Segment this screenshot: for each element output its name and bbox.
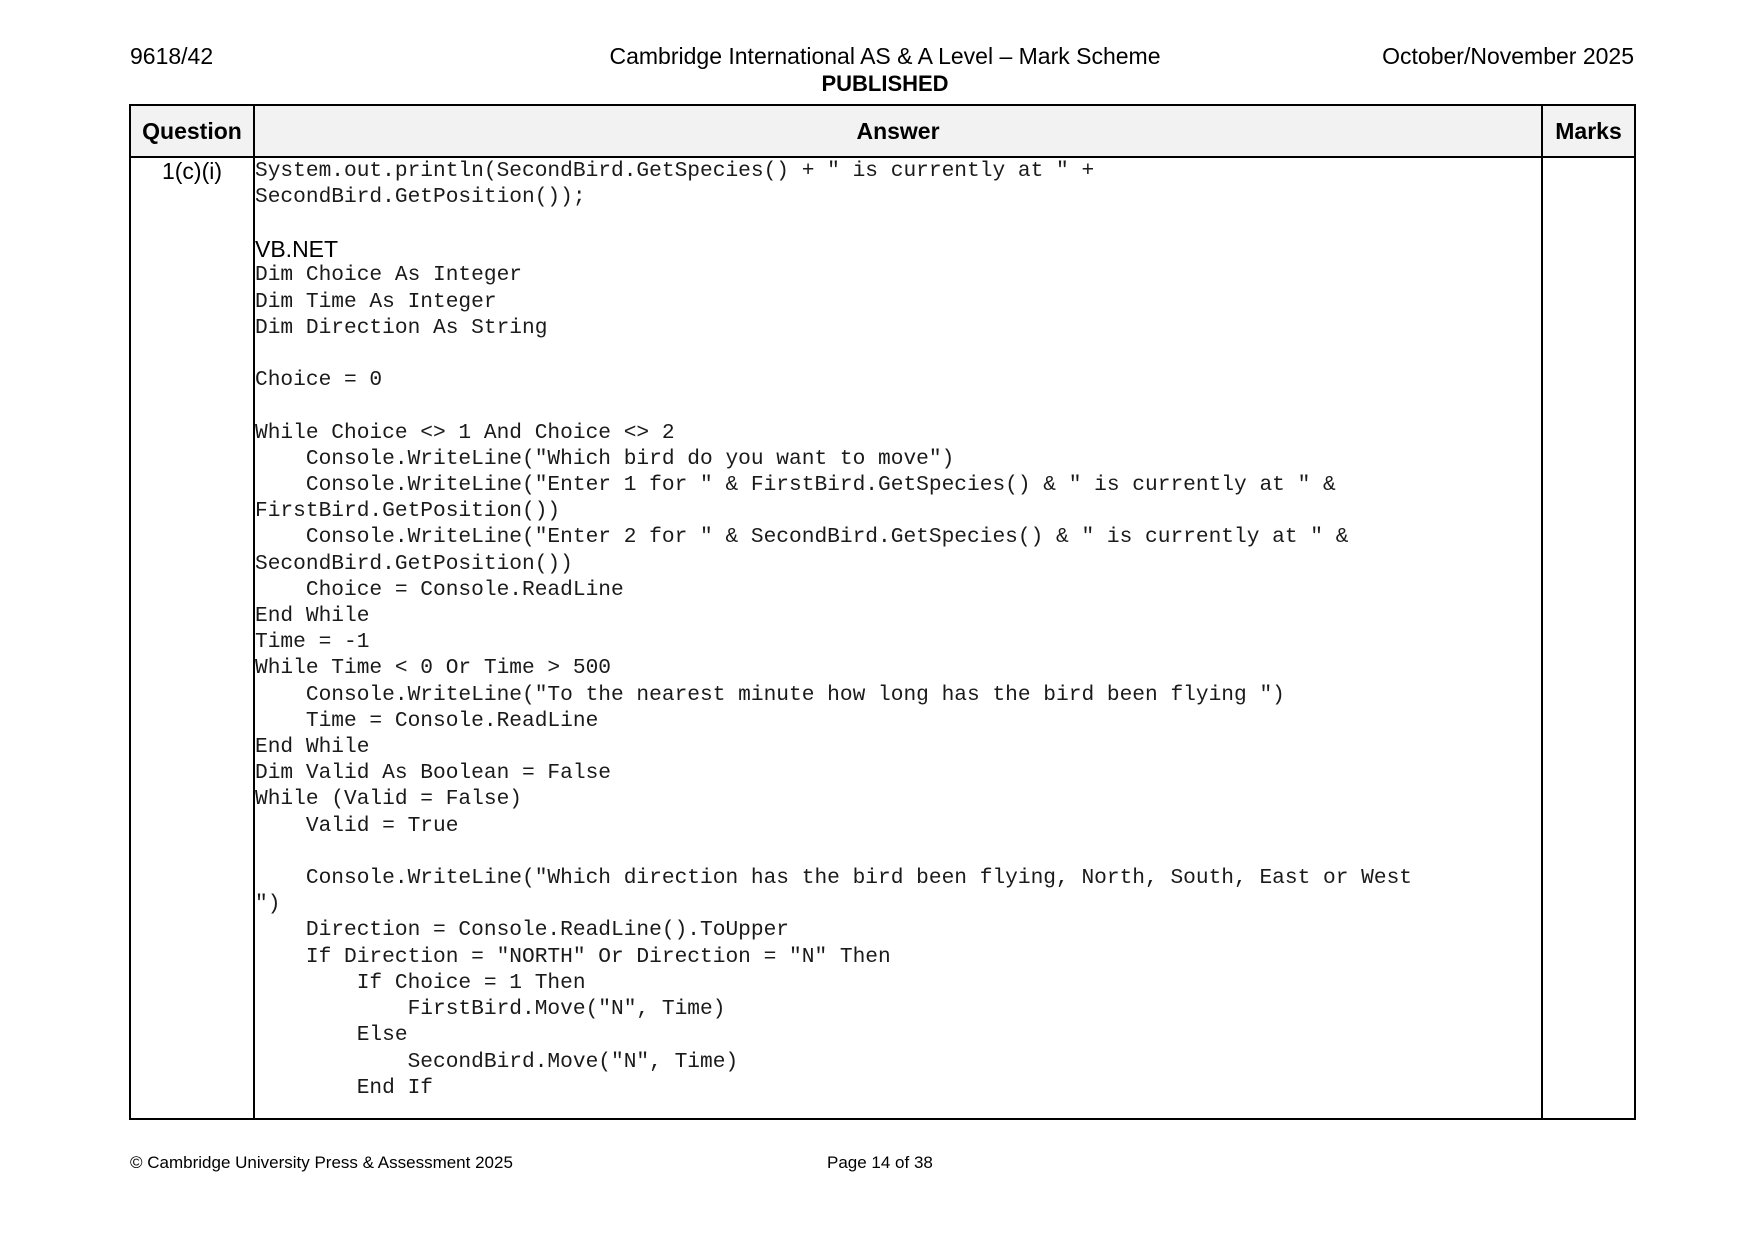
vbnet-code-block: Dim Choice As Integer Dim Time As Integer Dim Direction As String Choice = 0 While Choice <> 1 And Choice <> 2 Console.WriteLine("Which bird do you want to move") Console.WriteLine("Enter 1 for " & FirstBird.GetSpecies() & " is currently at " & FirstBird.GetPosition()) Console.WriteLine("Enter 2 for " & SecondBird.GetSpecies() & " is currently at " & SecondBird.GetPosition()) Choice = Console.ReadLine End While Time = -1 While Time < 0 Or Time > 500 Console.WriteLine("To the nearest minute how long has the bird been flying ") Time = Console.ReadLine End While Dim Valid As Boolean = False While (Valid = False) Valid = True Console.WriteLine("Which direction has the bird been flying, North, South, East or West ") Direction = Console.ReadLine().ToUpper If Direction = "NORTH" Or Direction = "N" Then If Choice = 1 Then FirstBird.Move("N", Time) Else SecondBird.Move("N", Time) End If: [255, 263, 1413, 1100]
language-label: VB.NET: [255, 236, 339, 263]
marks-column-header: Marks: [1542, 105, 1635, 157]
document-title: Cambridge International AS & A Level – Mark Scheme: [609, 43, 1161, 69]
question-column-header: Question: [130, 105, 254, 157]
marks-cell: [1542, 157, 1635, 1119]
question-number: 1(c)(i): [130, 157, 254, 1119]
mark-scheme-table: [129, 104, 1636, 1120]
table-header-row: [130, 105, 1635, 157]
table-row: [130, 157, 1635, 1119]
java-code-block: System.out.println(SecondBird.GetSpecies() + " is currently at " + SecondBird.GetPosition());: [255, 159, 1095, 210]
copyright-notice: © Cambridge University Press & Assessment 2025: [130, 1153, 513, 1172]
exam-session: October/November 2025: [1382, 43, 1634, 69]
answer-column-header: Answer: [254, 105, 1542, 157]
paper-code: 9618/42: [130, 43, 214, 69]
published-label: PUBLISHED: [821, 71, 949, 96]
answer-cell: [254, 157, 1542, 1119]
page-number: Page 14 of 38: [827, 1153, 933, 1172]
